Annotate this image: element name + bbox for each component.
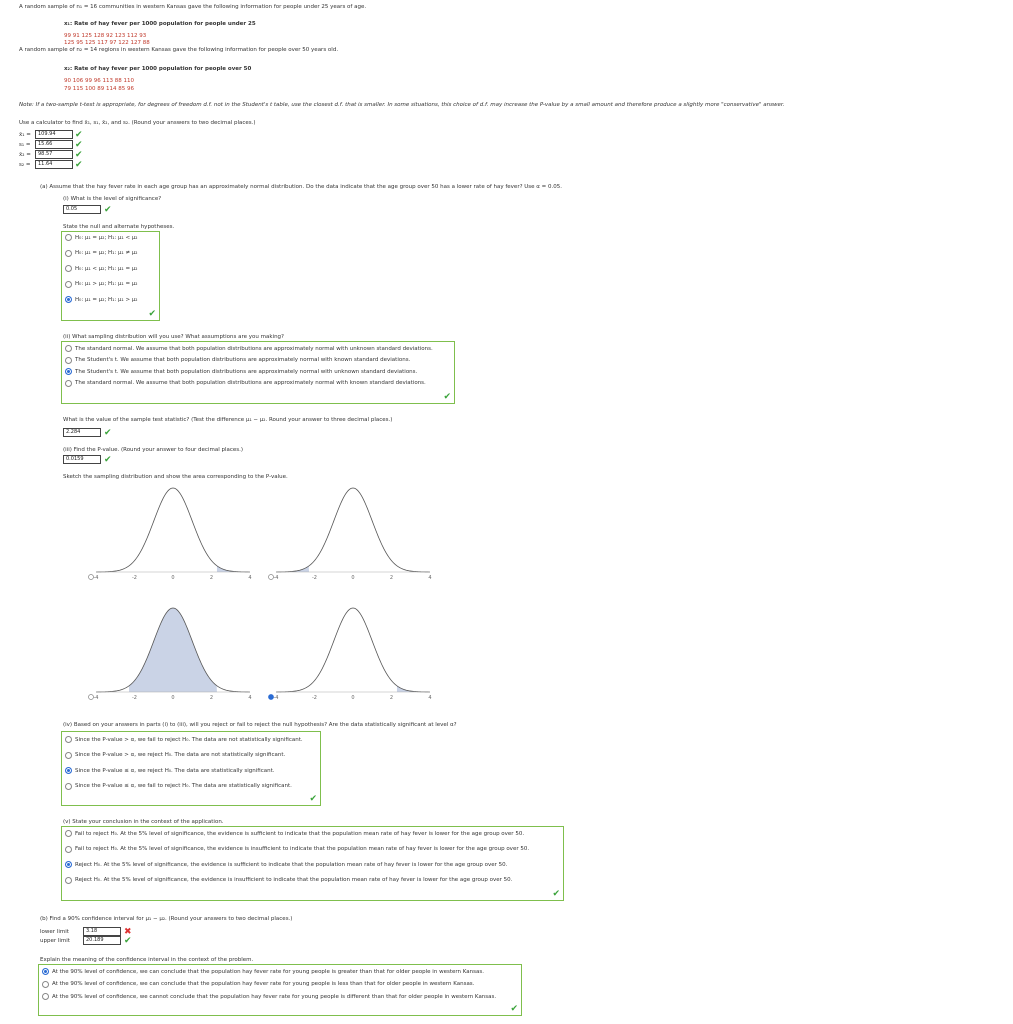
ci-meaning-option[interactable] <box>42 981 474 988</box>
conclusion-option-label: Fail to reject H₀. At the 5% level of significance, the evidence is sufficient to indicate that the population mean rate of hay fever is lower for the age group over 50. <box>75 830 525 837</box>
check-icon: ✔ <box>75 149 83 160</box>
normal-curve-svg <box>268 482 438 582</box>
normal-curve-svg <box>88 482 258 582</box>
stat-input[interactable]: 15.66 <box>35 140 73 149</box>
sampling-option-label: The standard normal. We assume that both population distributions are approximately normal with unknown standard deviations. <box>75 345 433 352</box>
check-icon: ✔ <box>104 454 112 465</box>
decision-option-label: Since the P-value > α, we reject H₀. The data are not statistically significant. <box>75 752 286 758</box>
normal-curve-svg <box>268 602 438 702</box>
hypothesis-option[interactable] <box>65 296 138 303</box>
test-stat-answer <box>63 428 112 437</box>
check-icon: ✔ <box>510 1004 518 1014</box>
stat-label: x̄₂ = <box>19 151 31 158</box>
tick-label: -2 <box>312 695 317 701</box>
stat-row <box>19 140 83 149</box>
hypothesis-option-label: H₀: μ₁ > μ₂; H₁: μ₁ = μ₂ <box>75 281 138 287</box>
distribution-graph-option[interactable] <box>88 602 258 704</box>
upper-limit-input[interactable]: 20.189 <box>83 936 121 945</box>
hypothesis-option[interactable] <box>65 234 138 241</box>
radio-button[interactable] <box>65 345 72 352</box>
tick-label: 2 <box>209 695 214 701</box>
radio-button[interactable] <box>65 846 72 853</box>
normal-curve <box>96 488 250 572</box>
sampling-option[interactable] <box>65 380 426 387</box>
hypothesis-option-label: H₀: μ₁ = μ₂; H₁: μ₁ > μ₂ <box>75 296 138 303</box>
part-a-question: (a) Assume that the hay fever rate in each age group has an approximately normal distribution. Do the data indicate that the age group over 50 has a lower rate of hay fever? Use α = 0.05. <box>40 184 562 190</box>
radio-button[interactable] <box>65 234 72 241</box>
radio-button[interactable] <box>89 575 94 580</box>
tick-label: -4 <box>273 575 279 581</box>
conclusion-option-label: Reject H₀. At the 5% level of significance, the evidence is sufficient to indicate that the population mean rate of hay fever is lower for the age group over 50. <box>75 861 508 868</box>
radio-button[interactable] <box>65 368 72 375</box>
stats-group <box>19 130 83 170</box>
table1-header: x₁: Rate of hay fever per 1000 population for people under 25 <box>64 21 256 27</box>
stat-input[interactable]: 109.94 <box>35 130 73 139</box>
ci-meaning-option-label: At the 90% level of confidence, we can conclude that the population hay fever rate for young people is greater than that for older people in western Kansas. <box>52 968 484 975</box>
conclusion-box <box>61 826 564 901</box>
shaded-area <box>129 608 217 692</box>
radio-button[interactable] <box>89 695 94 700</box>
tick-label: 2 <box>389 695 394 701</box>
sampling-option-label: The Student's t. We assume that both population distributions are approximately normal with unknown standard deviations. <box>75 368 418 375</box>
radio-button[interactable] <box>65 250 72 257</box>
check-icon: ✔ <box>309 794 317 804</box>
sampling-option[interactable] <box>65 345 433 352</box>
sampling-option-label: The Student's t. We assume that both population distributions are approximately normal with known standard deviations. <box>75 357 411 363</box>
decision-option-label: Since the P-value ≤ α, we fail to reject H₀. The data are statistically significant. <box>75 783 292 789</box>
decision-option[interactable] <box>65 767 275 774</box>
normal-curve <box>276 608 430 692</box>
test-stat-input[interactable]: 2.284 <box>63 428 101 437</box>
stat-row <box>19 130 83 139</box>
tick-label: 0 <box>171 695 175 701</box>
tick-label: 4 <box>428 575 432 581</box>
check-icon: ✔ <box>75 129 83 140</box>
hypothesis-option[interactable] <box>65 250 138 257</box>
decision-option[interactable] <box>65 736 303 743</box>
radio-button[interactable] <box>42 993 49 1000</box>
intro-text-1: A random sample of n₁ = 16 communities in western Kansas gave the following information for people under 25 years of age. <box>19 4 367 10</box>
ci-meaning-question: Explain the meaning of the confidence interval in the context of the problem. <box>40 957 254 963</box>
decision-option[interactable] <box>65 752 285 759</box>
conclusion-option[interactable] <box>65 861 507 868</box>
ci-meaning-option-label: At the 90% level of confidence, we can conclude that the population hay fever rate for young people is less than that for older people in western Kansas. <box>52 981 475 987</box>
upper-limit-label: upper limit <box>40 937 70 944</box>
stat-input[interactable]: 11.64 <box>35 160 73 169</box>
question-i: (i) What is the level of significance? <box>63 196 162 202</box>
part-b-question: (b) Find a 90% confidence interval for μ₁ − μ₂. (Round your answers to two decimal places.) <box>40 916 293 922</box>
radio-button[interactable] <box>65 357 72 364</box>
radio-button[interactable] <box>65 861 72 868</box>
conclusion-option[interactable] <box>65 846 529 853</box>
calc-prompt: Use a calculator to find x̄₁, s₁, x̄₂, and s₂. (Round your answers to two decimal places.) <box>19 120 256 126</box>
conclusion-option[interactable] <box>65 830 524 837</box>
radio-button[interactable] <box>269 695 274 700</box>
stat-label: s₁ = <box>19 141 31 148</box>
table1-row-2: 125 95 125 117 97 122 127 88 <box>64 40 150 46</box>
normal-curve <box>276 488 430 572</box>
question-iii: (iii) Find the P-value. (Round your answer to four decimal places.) <box>63 447 244 453</box>
tick-label: -4 <box>93 575 99 581</box>
tick-label: 0 <box>171 575 175 581</box>
tick-label: 4 <box>248 575 252 581</box>
radio-button[interactable] <box>65 877 72 884</box>
p-value-answer <box>63 455 112 464</box>
question-iv: (iv) Based on your answers in parts (i) to (iii), will you reject or fail to reject the null hypothesis? Are the data statistically significant at level α? <box>63 722 457 728</box>
check-icon: ✔ <box>75 159 83 170</box>
decision-option-label: Since the P-value ≤ α, we reject H₀. The data are statistically significant. <box>75 767 275 774</box>
table2-row-1: 90 106 99 96 113 88 110 <box>64 78 134 84</box>
distribution-graph-option[interactable] <box>88 482 258 584</box>
alpha-answer <box>63 205 112 214</box>
distribution-graph-option[interactable] <box>268 482 438 584</box>
ci-meaning-option[interactable] <box>42 993 496 1000</box>
check-icon: ✔ <box>75 139 83 150</box>
radio-button[interactable] <box>65 281 72 288</box>
upper-limit-row <box>40 936 132 945</box>
ci-meaning-option[interactable] <box>42 968 484 975</box>
hypothesis-option-label: H₀: μ₁ < μ₂; H₁: μ₁ = μ₂ <box>75 265 138 272</box>
radio-button[interactable] <box>65 752 72 759</box>
radio-button[interactable] <box>65 736 72 743</box>
tick-label: -2 <box>132 695 137 701</box>
stat-row <box>19 150 83 159</box>
lower-limit-row <box>40 927 132 936</box>
tick-label: 2 <box>209 575 214 581</box>
radio-button[interactable] <box>65 767 72 774</box>
ci-meaning-box <box>38 964 522 1016</box>
tick-label: -2 <box>132 575 137 581</box>
stat-input[interactable]: 98.57 <box>35 150 73 159</box>
hypothesis-option[interactable] <box>65 281 138 288</box>
tick-label: 2 <box>389 575 394 581</box>
tick-label: 4 <box>248 695 252 701</box>
sampling-option[interactable] <box>65 357 410 364</box>
note-text: Note: If a two-sample t-test is appropriate, for degrees of freedom d.f. not in the Student's t table, use the closest d.f. that is smaller. In some situations, this choice of d.f. may increase the P-value by a small amount and therefore produce a slightly more "conservative" answer. <box>19 102 785 108</box>
hypothesis-option-label: H₀: μ₁ = μ₂; H₁: μ₁ < μ₂ <box>75 234 138 241</box>
radio-button[interactable] <box>65 830 72 837</box>
tick-label: -4 <box>273 695 279 701</box>
normal-curve-svg <box>88 602 258 702</box>
sampling-box <box>61 341 455 404</box>
sketch-question: Sketch the sampling distribution and show the area corresponding to the P-value. <box>63 474 288 480</box>
p-value-input[interactable]: 0.0159 <box>63 455 101 464</box>
ci-meaning-option-label: At the 90% level of confidence, we cannot conclude that the population hay fever rate for young people is different than that for older people in western Kansas. <box>52 993 497 1000</box>
radio-button[interactable] <box>42 968 49 975</box>
check-icon: ✔ <box>104 427 112 438</box>
conclusion-option[interactable] <box>65 877 512 884</box>
check-icon: ✔ <box>552 889 560 899</box>
tick-label: -4 <box>93 695 99 701</box>
lower-limit-input[interactable]: 3.18 <box>83 927 121 936</box>
radio-button[interactable] <box>65 380 72 387</box>
distribution-graph-option[interactable] <box>268 602 438 704</box>
stat-label: x̄₁ = <box>19 131 31 138</box>
question-ii: (ii) What sampling distribution will you use? What assumptions are you making? <box>63 334 284 340</box>
hypothesis-option[interactable] <box>65 265 138 272</box>
radio-button[interactable] <box>269 575 274 580</box>
stat-row <box>19 160 83 169</box>
radio-button[interactable] <box>65 296 72 303</box>
table2-header: x₂: Rate of hay fever per 1000 population for people over 50 <box>64 66 252 72</box>
sampling-option-label: The standard normal. We assume that both population distributions are approximately normal with known standard deviations. <box>75 380 426 386</box>
check-icon: ✔ <box>104 204 112 215</box>
table1-row-1: 99 91 125 128 92 123 112 93 <box>64 33 147 39</box>
conclusion-option-label: Fail to reject H₀. At the 5% level of significance, the evidence is insufficient to indicate that the population mean rate of hay fever is lower for the age group over 50. <box>75 846 530 852</box>
tick-label: 4 <box>428 695 432 701</box>
intro-text-2: A random sample of n₂ = 14 regions in western Kansas gave the following information for people over 50 years old. <box>19 47 339 53</box>
tick-label: 0 <box>351 695 355 701</box>
check-icon: ✔ <box>443 392 451 402</box>
cross-icon: ✖ <box>124 926 132 937</box>
question-v: (v) State your conclusion in the context of the application. <box>63 819 224 825</box>
stat-label: s₂ = <box>19 161 31 168</box>
lower-limit-label: lower limit <box>40 928 69 935</box>
decision-box <box>61 731 321 806</box>
test-stat-question: What is the value of the sample test statistic? (Test the difference μ₁ − μ₂. Round your answer to three decimal places.) <box>63 417 393 423</box>
table2-row-2: 79 115 100 89 114 85 96 <box>64 86 134 92</box>
check-icon: ✔ <box>148 309 156 319</box>
radio-button[interactable] <box>65 783 72 790</box>
alpha-input[interactable]: 0.05 <box>63 205 101 214</box>
decision-option-label: Since the P-value > α, we fail to reject H₀. The data are not statistically significant. <box>75 736 303 743</box>
conclusion-option-label: Reject H₀. At the 5% level of significance, the evidence is insufficient to indicate that the population mean rate of hay fever is lower for the age group over 50. <box>75 877 513 883</box>
tick-label: -2 <box>312 575 317 581</box>
tick-label: 0 <box>351 575 355 581</box>
radio-button[interactable] <box>65 265 72 272</box>
hypothesis-option-label: H₀: μ₁ = μ₂; H₁: μ₁ ≠ μ₂ <box>75 250 138 256</box>
hypotheses-box <box>61 231 160 321</box>
radio-button[interactable] <box>42 981 49 988</box>
decision-option[interactable] <box>65 783 292 790</box>
hypotheses-title: State the null and alternate hypotheses. <box>63 224 175 230</box>
check-icon: ✔ <box>124 935 132 946</box>
sampling-option[interactable] <box>65 368 417 375</box>
